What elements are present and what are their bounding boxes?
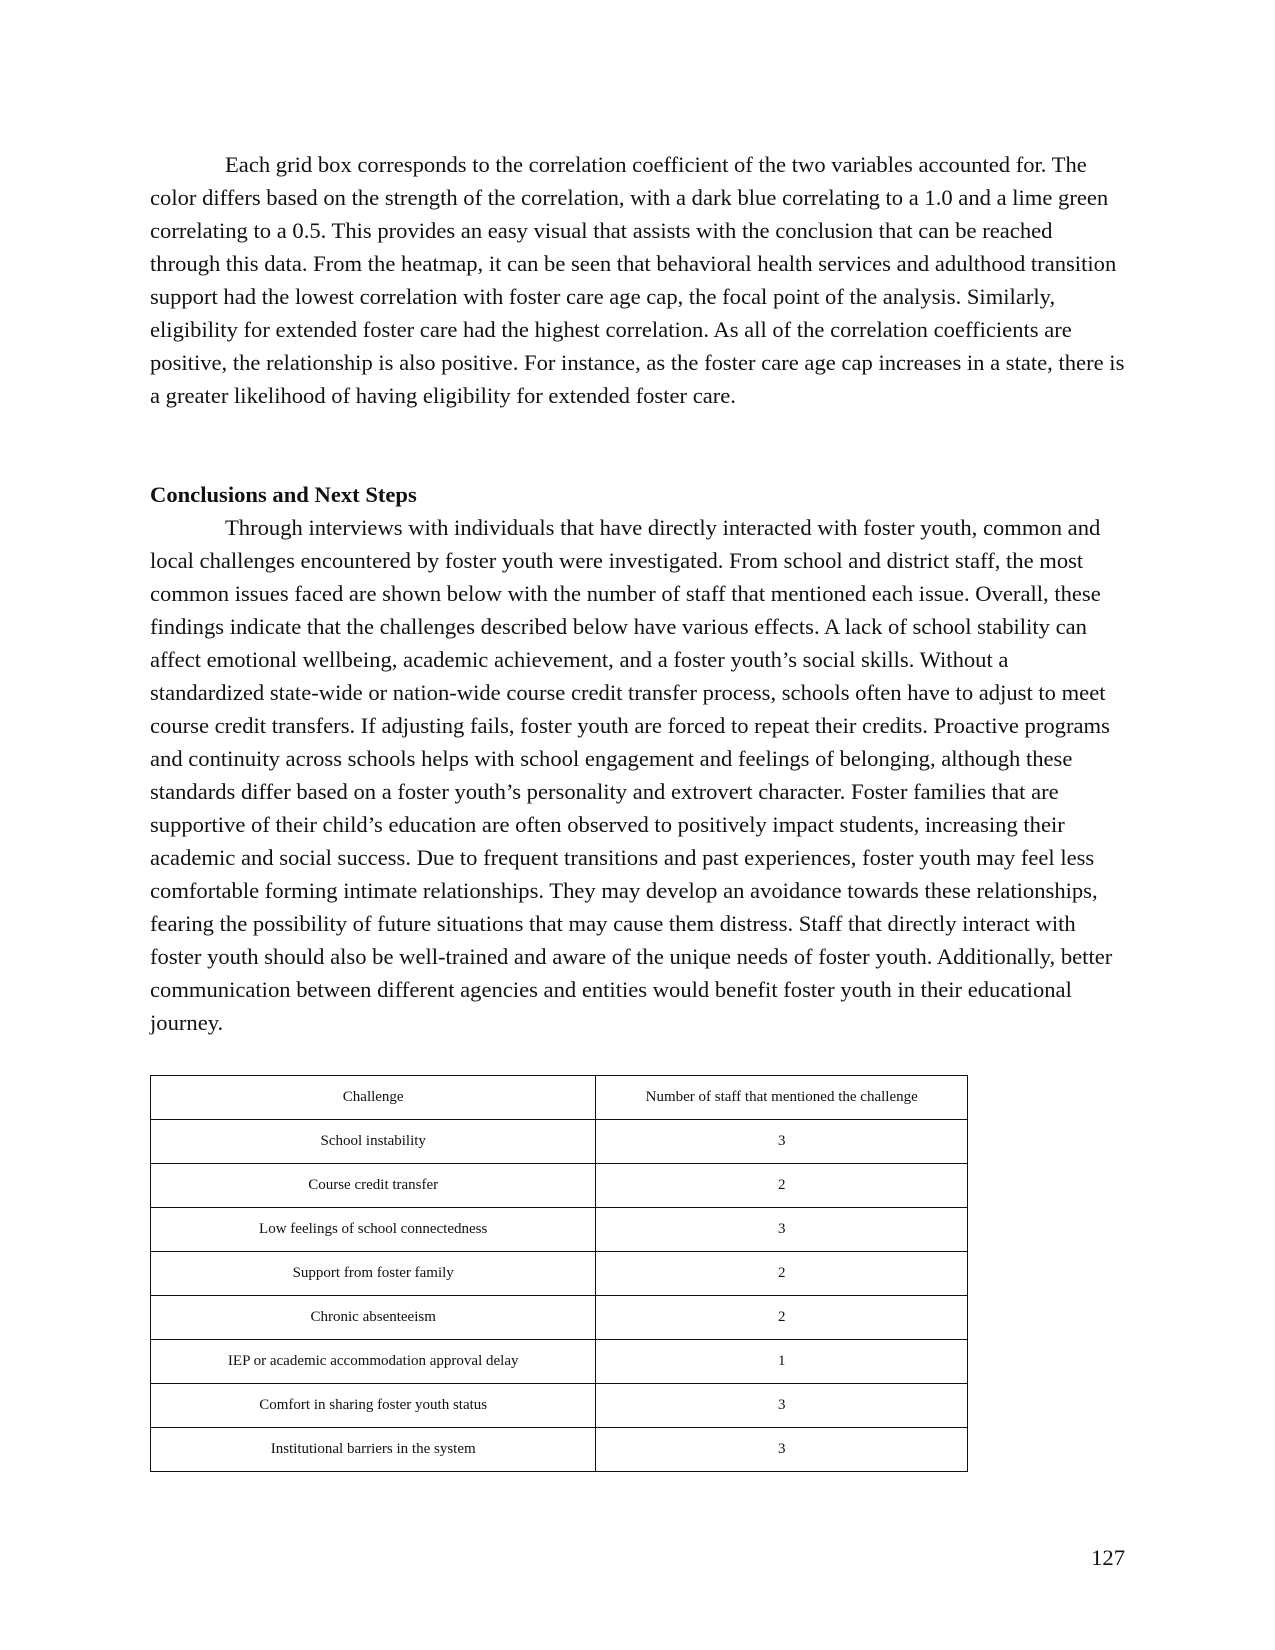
challenge-cell: IEP or academic accommodation approval delay	[151, 1340, 596, 1384]
challenge-cell: Course credit transfer	[151, 1164, 596, 1208]
page-number: 127	[1091, 1545, 1125, 1570]
table-row	[151, 1384, 968, 1428]
table-row	[151, 1252, 968, 1296]
count-cell: 2	[596, 1164, 968, 1208]
table-row	[151, 1208, 968, 1252]
challenge-cell: Low feelings of school connectedness	[151, 1208, 596, 1252]
conclusions-paragraph: Through interviews with individuals that have directly interacted with foster youth, common and local challenges encountered by foster youth were investigated. From school and district staff, the most common issues faced are shown below with the number of staff that mentioned each issue. Overall, these findings indicate that the challenges described below have various effects. A lack of school stability can affect emotional wellbeing, academic achievement, and a foster youth’s social skills. Without a standardized state-wide or nation-wide course credit transfer process, schools often have to adjust to meet course credit transfers. If adjusting fails, foster youth are forced to repeat their credits. Proactive programs and continuity across schools helps with school engagement and feelings of belonging, although these standards differ based on a foster youth’s personality and extrovert character. Foster families that are supportive of their child’s education are often observed to positively impact students, increasing their academic and social success. Due to frequent transitions and past experiences, foster youth may feel less comfortable forming intimate relationships. They may develop an avoidance towards these relationships, fearing the possibility of future situations that may cause them distress. Staff that directly interact with foster youth should also be well-trained and aware of the unique needs of foster youth. Additionally, better communication between different agencies and entities would benefit foster youth in their educational journey.	[150, 515, 1113, 1035]
count-cell: 1	[596, 1340, 968, 1384]
count-cell: 2	[596, 1252, 968, 1296]
table-header-row	[151, 1076, 968, 1120]
count-cell: 2	[596, 1296, 968, 1340]
challenge-cell: Institutional barriers in the system	[151, 1428, 596, 1472]
section-heading: Conclusions and Next Steps	[150, 482, 417, 507]
count-cell: 3	[596, 1120, 968, 1164]
count-cell: 3	[596, 1384, 968, 1428]
table-row	[151, 1428, 968, 1472]
challenge-cell: Support from foster family	[151, 1252, 596, 1296]
challenge-cell: Comfort in sharing foster youth status	[151, 1384, 596, 1428]
column-header-staff-count: Number of staff that mentioned the challenge	[596, 1076, 968, 1120]
table-row	[151, 1296, 968, 1340]
table-row	[151, 1340, 968, 1384]
column-header-challenge: Challenge	[151, 1076, 596, 1120]
count-cell: 3	[596, 1428, 968, 1472]
challenges-table	[150, 1075, 968, 1472]
table-row	[151, 1164, 968, 1208]
count-cell: 3	[596, 1208, 968, 1252]
table-row	[151, 1120, 968, 1164]
challenge-cell: Chronic absenteeism	[151, 1296, 596, 1340]
challenge-cell: School instability	[151, 1120, 596, 1164]
intro-paragraph: Each grid box corresponds to the correlation coefficient of the two variables accounted for. The color differs based on the strength of the correlation, with a dark blue correlating to a 1.0 and a lime green correlating to a 0.5. This provides an easy visual that assists with the conclusion that can be reached through this data. From the heatmap, it can be seen that behavioral health services and adulthood transition support had the lowest correlation with foster care age cap, the focal point of the analysis. Similarly, eligibility for extended foster care had the highest correlation. As all of the correlation coefficients are positive, the relationship is also positive. For instance, as the foster care age cap increases in a state, there is a greater likelihood of having eligibility for extended foster care.	[150, 152, 1125, 408]
